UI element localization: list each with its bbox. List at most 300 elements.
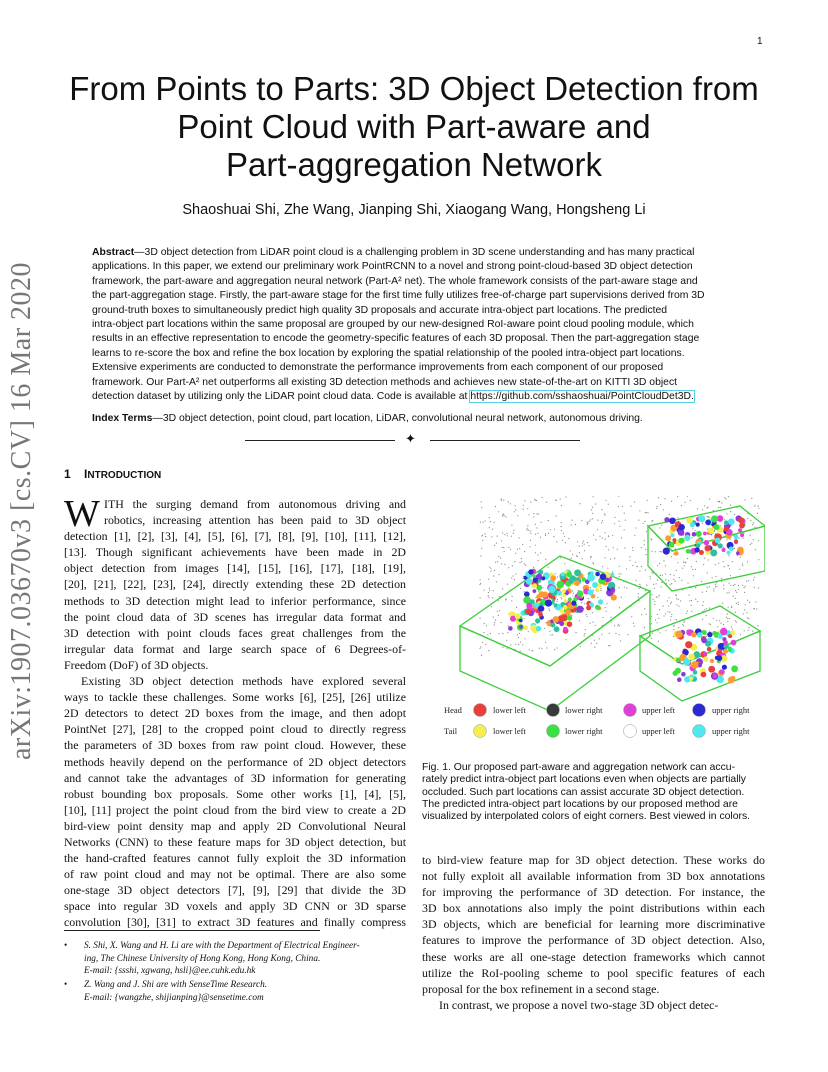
lidar-point xyxy=(659,609,660,610)
part-point xyxy=(562,589,566,593)
part-point xyxy=(541,576,545,580)
lidar-point xyxy=(562,540,563,541)
lidar-point xyxy=(656,508,657,509)
index-terms xyxy=(92,413,732,424)
part-point xyxy=(703,652,707,656)
lidar-point xyxy=(538,591,539,592)
lidar-point xyxy=(503,514,504,515)
lidar-point xyxy=(745,499,746,500)
lidar-point xyxy=(646,512,647,513)
lidar-point xyxy=(493,575,494,576)
lidar-point xyxy=(726,539,727,540)
lidar-point xyxy=(507,648,508,649)
abstract-line: applications. In this paper, we extend our preliminary work PointRCNN to a novel and strong point-cloud-based 3D object detection xyxy=(92,261,693,273)
legend-swatch xyxy=(547,704,560,717)
lidar-point xyxy=(663,615,664,616)
lidar-point xyxy=(651,572,652,573)
lidar-point xyxy=(692,569,693,570)
lidar-point xyxy=(484,623,485,624)
lidar-point xyxy=(592,513,593,514)
lidar-point xyxy=(584,635,585,636)
lidar-point xyxy=(670,584,671,585)
lidar-point xyxy=(498,600,499,601)
lidar-point xyxy=(728,496,729,497)
part-point xyxy=(598,584,602,588)
lidar-point xyxy=(687,582,688,583)
part-point xyxy=(551,623,556,628)
lidar-point xyxy=(497,611,498,612)
lidar-point xyxy=(744,630,745,631)
lidar-point xyxy=(747,518,748,519)
lidar-point xyxy=(669,612,670,613)
lidar-point xyxy=(732,629,733,630)
lidar-point xyxy=(686,613,687,614)
lidar-point xyxy=(548,608,549,609)
lidar-point xyxy=(708,559,709,560)
lidar-point xyxy=(498,633,499,634)
lidar-point xyxy=(754,587,755,588)
section-title-rest: NTRODUCTION xyxy=(87,470,162,481)
lidar-point xyxy=(716,586,717,587)
lidar-point xyxy=(635,562,636,563)
part-point xyxy=(718,543,723,548)
lidar-point xyxy=(555,573,556,574)
lidar-point xyxy=(504,564,505,565)
part-point xyxy=(595,572,600,577)
lidar-point xyxy=(493,590,494,591)
lidar-point xyxy=(638,593,639,594)
legend-swatch xyxy=(624,725,637,738)
lidar-point xyxy=(512,596,513,597)
figure-1 xyxy=(420,496,765,746)
part-point xyxy=(545,600,552,607)
lidar-point xyxy=(695,599,696,600)
part-point xyxy=(708,666,715,673)
body-line: PointNet [27], [28] to the cropped point cloud to directly regress xyxy=(64,722,406,737)
lidar-point xyxy=(740,557,741,558)
lidar-point xyxy=(590,519,591,520)
lidar-point xyxy=(712,577,713,578)
lidar-point xyxy=(600,588,601,589)
lidar-point xyxy=(524,500,525,501)
lidar-point xyxy=(615,633,616,634)
lidar-point xyxy=(696,561,697,562)
abstract-line: —3D object detection from LiDAR point cloud is a challenging problem in 3D scene understanding and has many practical xyxy=(134,247,695,258)
lidar-point xyxy=(602,520,603,521)
lidar-point xyxy=(709,517,710,518)
lidar-point xyxy=(511,577,512,578)
lidar-point xyxy=(684,565,685,566)
lidar-point xyxy=(730,505,731,506)
part-point xyxy=(728,648,732,652)
lidar-point xyxy=(612,535,613,536)
lidar-point xyxy=(511,525,512,526)
lidar-point xyxy=(752,524,753,525)
lidar-point xyxy=(716,582,717,583)
lidar-point xyxy=(660,504,661,505)
lidar-point xyxy=(659,551,660,552)
lidar-point xyxy=(729,568,730,569)
lidar-point xyxy=(530,530,531,531)
lidar-point xyxy=(750,520,751,521)
bullet-icon: • xyxy=(64,941,68,951)
caption-line: Fig. 1. Our proposed part-aware and aggregation network can accu- xyxy=(422,762,736,773)
lidar-point xyxy=(626,587,627,588)
lidar-point xyxy=(540,537,541,538)
lidar-point xyxy=(501,563,502,564)
title-line: From Points to Parts: 3D Object Detection from xyxy=(69,70,759,107)
lidar-point xyxy=(651,638,652,639)
lidar-point xyxy=(588,598,589,599)
lidar-point xyxy=(669,514,670,515)
lidar-point xyxy=(618,506,619,507)
lidar-point xyxy=(644,627,645,628)
lidar-point xyxy=(733,596,734,597)
lidar-point xyxy=(517,549,518,550)
lidar-point xyxy=(748,580,749,581)
lidar-point xyxy=(709,623,710,624)
lidar-point xyxy=(655,619,656,620)
lidar-point xyxy=(503,547,504,548)
lidar-point xyxy=(721,578,722,579)
lidar-point xyxy=(575,632,576,633)
lidar-point xyxy=(659,632,660,633)
body-line: ways to tackle these challenges. Some works [6], [25], [26] utilize xyxy=(64,690,406,705)
bullet-icon: • xyxy=(64,980,68,991)
lidar-point xyxy=(659,595,660,596)
lidar-point xyxy=(724,519,725,520)
lidar-point xyxy=(743,532,744,533)
lidar-point xyxy=(752,631,753,632)
lidar-point xyxy=(731,607,732,608)
legend-swatch xyxy=(624,704,637,717)
lidar-point xyxy=(484,533,485,534)
lidar-point xyxy=(674,531,675,532)
lidar-point xyxy=(746,581,747,582)
lidar-point xyxy=(514,511,515,512)
part-point xyxy=(738,528,742,532)
lidar-point xyxy=(671,602,672,603)
part-point xyxy=(691,632,696,637)
lidar-point xyxy=(496,543,497,544)
lidar-point xyxy=(579,546,580,547)
lidar-point xyxy=(691,537,692,538)
lidar-point xyxy=(521,558,522,559)
lidar-point xyxy=(676,604,677,605)
lidar-point xyxy=(626,568,627,569)
lidar-point xyxy=(518,644,519,645)
lidar-point xyxy=(502,633,503,634)
lidar-point xyxy=(758,587,759,588)
part-point xyxy=(696,531,702,537)
lidar-point xyxy=(502,647,503,648)
lidar-point xyxy=(601,509,602,510)
lidar-point xyxy=(695,569,696,570)
lidar-point xyxy=(550,529,551,530)
lidar-point xyxy=(704,505,705,506)
lidar-point xyxy=(706,608,707,609)
lidar-point xyxy=(724,497,725,498)
lidar-point xyxy=(486,625,487,626)
lidar-point xyxy=(670,619,671,620)
legend-tail-label: Tail xyxy=(444,726,458,736)
lidar-point xyxy=(754,577,755,578)
lidar-point xyxy=(650,578,651,579)
body-line: convolution [30], [31] to extract 3D features and finally compress xyxy=(64,915,406,930)
legend-item-label: upper left xyxy=(642,726,675,736)
body-line: 3D objects, which are beneficial for learning more discriminative xyxy=(422,917,765,932)
lidar-point xyxy=(723,547,724,548)
section-first-letter: I xyxy=(84,467,88,481)
lidar-point xyxy=(661,551,662,552)
part-point xyxy=(724,527,729,532)
lidar-point xyxy=(488,592,489,593)
lidar-point xyxy=(593,496,594,497)
section-divider xyxy=(245,433,585,447)
lidar-point xyxy=(597,597,598,598)
lidar-point xyxy=(655,551,656,552)
lidar-point xyxy=(617,549,618,550)
lidar-point xyxy=(697,601,698,602)
lidar-point xyxy=(614,517,615,518)
lidar-point xyxy=(520,642,521,643)
part-point xyxy=(674,551,679,556)
lidar-point xyxy=(506,533,507,534)
body-line: Freedom (DoF) of 3D objects. xyxy=(64,657,209,672)
lidar-point xyxy=(682,624,683,625)
lidar-point xyxy=(527,508,528,509)
lidar-point xyxy=(735,598,736,599)
lidar-point xyxy=(735,620,736,621)
lidar-point xyxy=(746,612,747,613)
lidar-point xyxy=(732,561,733,562)
lidar-point xyxy=(560,557,561,558)
part-point xyxy=(734,534,739,539)
lidar-point xyxy=(482,642,483,643)
part-point xyxy=(554,603,558,607)
lidar-point xyxy=(513,533,514,534)
lidar-point xyxy=(517,515,518,516)
lidar-point xyxy=(671,556,672,557)
lidar-point xyxy=(656,583,657,584)
lidar-point xyxy=(592,518,593,519)
left-column xyxy=(64,493,406,931)
lidar-point xyxy=(606,603,607,604)
lidar-point xyxy=(715,584,716,585)
part-point xyxy=(560,609,564,613)
lidar-point xyxy=(750,544,751,545)
part-point xyxy=(610,573,614,577)
part-point xyxy=(665,535,671,541)
lidar-point xyxy=(684,620,685,621)
part-point xyxy=(704,540,709,545)
lidar-point xyxy=(736,603,737,604)
lidar-point xyxy=(656,596,657,597)
index-terms-text: —3D object detection, point cloud, part location, LiDAR, convolutional neural network, autonomous driving. xyxy=(152,413,643,424)
lidar-point xyxy=(519,537,520,538)
lidar-point xyxy=(518,637,519,638)
lidar-point xyxy=(530,546,531,547)
lidar-point xyxy=(619,573,620,574)
lidar-point xyxy=(738,602,739,603)
part-point xyxy=(705,520,711,526)
lidar-point xyxy=(561,522,562,523)
lidar-point xyxy=(575,524,576,525)
body-line: 3D box annotations also imply the point distributions within each xyxy=(422,901,765,916)
part-point xyxy=(739,523,745,529)
lidar-point xyxy=(584,633,585,634)
lidar-point xyxy=(571,615,572,616)
lidar-point xyxy=(736,622,737,623)
lidar-point xyxy=(731,627,732,628)
part-point xyxy=(564,599,568,603)
lidar-point xyxy=(607,568,608,569)
body-line: one-stage 3D object detectors [7], [9], [29] that divide the 3D xyxy=(64,883,406,898)
part-point xyxy=(718,643,724,649)
lidar-point xyxy=(709,499,710,500)
body-line: proposal for the box refinement in a second stage. xyxy=(422,981,660,996)
lidar-point xyxy=(725,498,726,499)
lidar-point xyxy=(591,509,592,510)
body-line: 3D detection with point clouds faces great challenges from the xyxy=(64,625,406,640)
lidar-point xyxy=(521,561,522,562)
lidar-point xyxy=(747,617,748,618)
lidar-point xyxy=(504,551,505,552)
lidar-point xyxy=(533,513,534,514)
lidar-point xyxy=(480,522,481,523)
lidar-point xyxy=(734,584,735,585)
lidar-point xyxy=(727,621,728,622)
lidar-point xyxy=(524,638,525,639)
lidar-point xyxy=(714,531,715,532)
lidar-point xyxy=(703,601,704,602)
part-point xyxy=(693,670,698,675)
lidar-point xyxy=(499,596,500,597)
lidar-point xyxy=(481,507,482,508)
lidar-point xyxy=(494,622,495,623)
lidar-point xyxy=(480,583,481,584)
lidar-point xyxy=(744,592,745,593)
lidar-point xyxy=(536,500,537,501)
lidar-point xyxy=(530,502,531,503)
lidar-point xyxy=(489,517,490,518)
lidar-point xyxy=(595,503,596,504)
lidar-point xyxy=(564,563,565,564)
lidar-point xyxy=(576,555,577,556)
lidar-point xyxy=(482,535,483,536)
body-line: not fully exploit all available information from 3D box annotations xyxy=(422,869,765,884)
lidar-point xyxy=(755,549,756,550)
lidar-point xyxy=(519,633,520,634)
lidar-point xyxy=(572,590,573,591)
lidar-point xyxy=(747,600,748,601)
lidar-point xyxy=(581,558,582,559)
lidar-point xyxy=(608,645,609,646)
lidar-point xyxy=(665,630,666,631)
lidar-point xyxy=(621,537,622,538)
lidar-point xyxy=(727,614,728,615)
lidar-point xyxy=(702,619,703,620)
lidar-point xyxy=(745,586,746,587)
lidar-point xyxy=(743,538,744,539)
lidar-point xyxy=(609,645,610,646)
lidar-point xyxy=(758,559,759,560)
lidar-point xyxy=(490,633,491,634)
lidar-point xyxy=(549,631,550,632)
lidar-point xyxy=(661,586,662,587)
body-line: irregular data format and large search space of 6 Degrees-of- xyxy=(64,641,406,656)
part-point xyxy=(598,599,603,604)
lidar-point xyxy=(604,513,605,514)
lidar-point xyxy=(706,615,707,616)
part-point xyxy=(561,572,565,576)
lidar-point xyxy=(680,600,681,601)
part-point xyxy=(554,626,560,632)
lidar-point xyxy=(501,540,502,541)
lidar-point xyxy=(665,565,666,566)
lidar-point xyxy=(647,500,648,501)
lidar-point xyxy=(670,574,671,575)
body-line: 2D detectors to detect 2D boxes from the image, and then adopt xyxy=(64,706,406,721)
lidar-point xyxy=(497,561,498,562)
body-line: Networks (CNN) to these feature maps for 3D object detection, but xyxy=(64,834,406,849)
lidar-point xyxy=(488,579,489,580)
lidar-point xyxy=(614,592,615,593)
lidar-point xyxy=(661,525,662,526)
lidar-point xyxy=(755,601,756,602)
lidar-point xyxy=(647,512,648,513)
lidar-point xyxy=(625,520,626,521)
lidar-point xyxy=(608,504,609,505)
lidar-point xyxy=(684,502,685,503)
lidar-point xyxy=(550,634,551,635)
body-line: the hand-crafted features cannot fully exploit the 3D information xyxy=(64,851,406,866)
code-link[interactable]: https://github.com/sshaoshuai/PointCloudDet3D. xyxy=(470,391,694,403)
lidar-point xyxy=(670,616,671,617)
lidar-point xyxy=(738,537,739,538)
lidar-point xyxy=(703,564,704,565)
lidar-point xyxy=(608,536,609,537)
legend-item-label: upper left xyxy=(642,705,675,715)
lidar-point xyxy=(593,622,594,623)
lidar-point xyxy=(722,603,723,604)
lidar-point xyxy=(597,520,598,521)
lidar-point xyxy=(689,594,690,595)
figure-caption xyxy=(422,762,766,823)
lidar-point xyxy=(754,505,755,506)
lidar-point xyxy=(639,584,640,585)
part-point xyxy=(724,520,729,525)
lidar-point xyxy=(524,618,525,619)
lidar-point xyxy=(757,513,758,514)
lidar-point xyxy=(601,634,602,635)
lidar-point xyxy=(739,569,740,570)
title-line: Part-aggregation Network xyxy=(225,146,603,183)
lidar-point xyxy=(605,515,606,516)
lidar-point xyxy=(682,589,683,590)
lidar-point xyxy=(727,565,728,566)
lidar-point xyxy=(579,552,580,553)
lidar-point xyxy=(605,539,606,540)
lidar-point xyxy=(758,506,759,507)
lidar-point xyxy=(675,548,676,549)
lidar-point xyxy=(530,533,531,534)
lidar-point xyxy=(610,617,611,618)
lidar-point xyxy=(695,587,696,588)
lidar-point xyxy=(674,581,675,582)
lidar-point xyxy=(487,634,488,635)
lidar-point xyxy=(522,544,523,545)
